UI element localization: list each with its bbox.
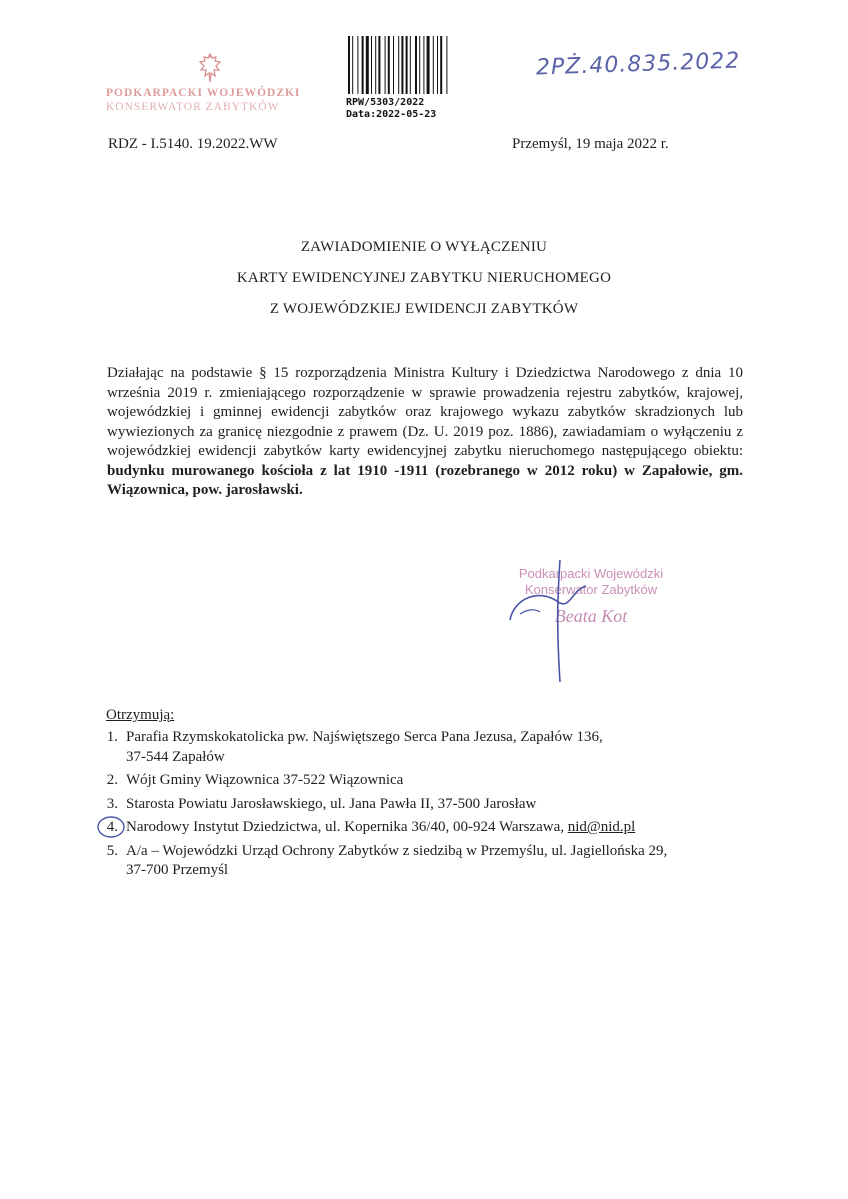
recipient-text (126, 771, 776, 791)
title-line1: ZAWIADOMIENIE O WYŁĄCZENIU (300, 239, 548, 255)
office-name (106, 86, 336, 114)
recipients-heading: Otrzymują: (106, 707, 175, 723)
barcode-bar (378, 36, 380, 94)
barcode-bar (419, 36, 420, 94)
list-item (96, 818, 776, 838)
barcode-bar (440, 36, 442, 94)
barcode-bar (366, 36, 369, 94)
barcode-bar (406, 36, 408, 94)
registration-stamp (346, 97, 436, 121)
registration-number: RPW/5303/2022 (346, 97, 425, 108)
recipient-number: 5. (106, 842, 118, 859)
stamp-line2: Konserwator Zabytków (524, 582, 658, 597)
barcode-bar (388, 36, 390, 94)
list-item (96, 842, 776, 881)
recipient-text (126, 842, 776, 881)
title-line2: KARTY EWIDENCYJNEJ ZABYTKU NIERUCHOMEGO (236, 270, 612, 286)
recipient-number: 1. (106, 729, 118, 745)
office-name-line2: KONSERWATOR ZABYTKÓW (106, 101, 280, 113)
handwritten-circle-mark (96, 815, 126, 839)
barcode-bar (415, 36, 417, 94)
barcode-bar (393, 36, 394, 94)
body-paragraph (107, 364, 743, 501)
barcode-bar (362, 36, 364, 94)
registration-date: Data:2022-05-23 (346, 109, 437, 120)
barcode-bar (352, 36, 353, 94)
recipient-number: 4. (106, 819, 118, 835)
barcode-bar (348, 36, 350, 94)
reference-number: RDZ - I.5140. 19.2022.WW (108, 136, 278, 152)
recipient-number: 2. (106, 772, 118, 788)
stamp-name: Beata Kot (554, 606, 628, 626)
recipient-text (126, 818, 776, 838)
recipient-line2: 37-700 Przemyśl (126, 862, 229, 878)
recipient-email-link[interactable]: nid@nid.pl (567, 819, 636, 835)
recipient-line1: Parafia Rzymskokatolicka pw. Najświętszego Serca Pana Jezusa, Zapałów 136, (126, 729, 603, 745)
handwritten-signature (500, 550, 620, 690)
recipient-text (126, 728, 776, 767)
list-item (96, 795, 776, 815)
recipient-line2: 37-544 Zapałów (126, 748, 225, 765)
barcode-bar (446, 36, 447, 94)
barcode-bar (398, 36, 399, 94)
recipient-text (126, 795, 776, 815)
barcode-bar (410, 36, 411, 94)
barcode-bar (437, 36, 438, 94)
barcode-bar (371, 36, 372, 94)
list-item (96, 728, 776, 767)
body-text-plain: Działając na podstawie § 15 rozporządzenia Ministra Kultury i Dziedzictwa Narodowego z dnia 10 września 2019 r. zmieniającego rozporządzenie w sprawie prowadzenia rejestru zabytków, krajowej, wojewódzkiej i gminnej ewidencji zabytków oraz krajowego wykazu zabytków skradzionych lub wywiezionych za granicę niezgodnie z prawem (Dz. U. 2019 poz. 1886), zawiadamiam o wyłączeniu z wojewódzkiej ewidencji zabytków karty ewidencyjnej zabytku nieruchomego następującego obiektu: (107, 365, 743, 459)
recipient-line1: A/a – Wojewódzki Urząd Ochrony Zabytków z siedzibą w Przemyślu, ul. Jagiellońska 29, (126, 842, 668, 859)
barcode-bar (401, 36, 403, 94)
barcode-bar (423, 36, 424, 94)
recipients-list (96, 728, 776, 885)
barcode-image (346, 36, 466, 94)
recipient-number: 3. (106, 795, 118, 812)
eagle-emblem-icon (196, 52, 224, 86)
recipient-line1: Narodowy Instytut Dziedzictwa, ul. Kopernika 36/40, 00-924 Warszawa, (126, 819, 568, 835)
handwritten-case-number: 2PŻ.40.835.2022 (535, 48, 741, 81)
title-line3: Z WOJEWÓDZKIEJ EWIDENCJI ZABYTKÓW (269, 301, 579, 317)
recipient-line1: Starosta Powiatu Jarosławskiego, ul. Jana Pawła II, 37-500 Jarosław (126, 795, 537, 812)
body-text-object: budynku murowanego kościoła z lat 1910 -1911 (rozebranego w 2012 roku) w Zapałowie, gm. Wiązownica, pow. jarosławski. (107, 462, 743, 498)
office-name-line1: PODKARPACKI WOJEWÓDZKI (106, 87, 301, 99)
place-and-date: Przemyśl, 19 maja 2022 r. (512, 136, 669, 152)
barcode-bar (357, 36, 358, 94)
barcode-bar (433, 36, 434, 94)
document-title (0, 232, 848, 325)
barcode-bar (385, 36, 386, 94)
stamp-line1: Podkarpacki Wojewódzki (518, 566, 664, 581)
barcode-bar (427, 36, 430, 94)
list-item (96, 771, 776, 791)
barcode-bar (375, 36, 376, 94)
recipient-line1: Wójt Gminy Wiązownica 37-522 Wiązownica (126, 772, 404, 788)
